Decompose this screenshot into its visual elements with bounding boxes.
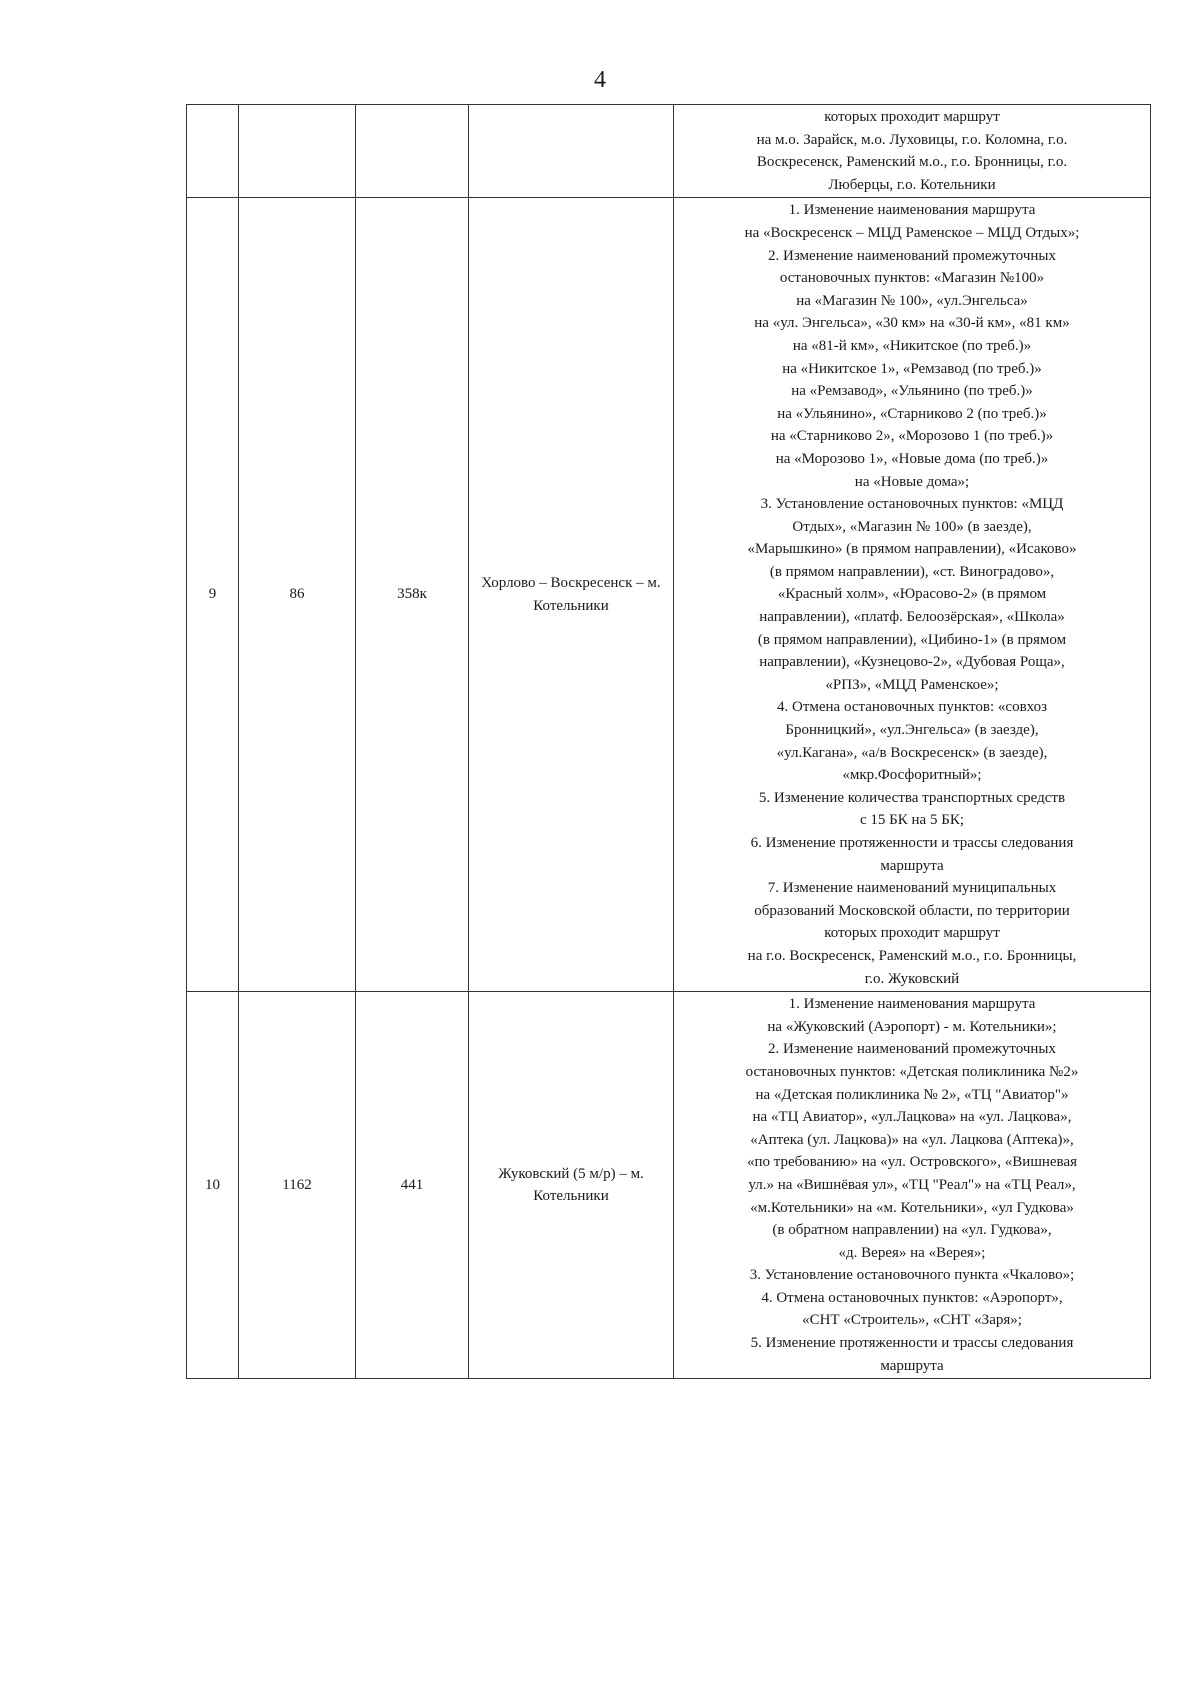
change-line: на «Морозово 1», «Новые дома (по треб.)»: [775, 450, 1049, 467]
row-index-cell: 9: [187, 198, 239, 992]
change-line: «по требованию» на «ул. Островского», «Вишневая: [746, 1154, 1077, 1171]
change-line: 1. Изменение наименования маршрута: [788, 996, 1036, 1013]
table-row: [187, 105, 1151, 198]
change-line: 5. Изменение количества транспортных средств: [758, 789, 1066, 806]
change-line: Люберцы, г.о. Котельники: [828, 176, 996, 193]
change-line: на «Воскресенск – МЦД Раменское – МЦД Отдых»;: [744, 224, 1080, 241]
change-line: 7. Изменение наименований муниципальных: [767, 880, 1057, 897]
change-line: на «Магазин № 100», «ул.Энгельса»: [796, 292, 1028, 309]
change-line: «м.Котельники» на «м. Котельники», «ул Гудкова»: [750, 1199, 1074, 1216]
change-line: направлении), «Кузнецово-2», «Дубовая Роща»,: [759, 654, 1065, 671]
change-line: на м.о. Зарайск, м.о. Луховицы, г.о. Коломна, г.о.: [756, 131, 1068, 148]
change-line: Воскресенск, Раменский м.о., г.о. Бронницы, г.о.: [756, 154, 1068, 171]
change-line: 6. Изменение протяженности и трассы следования: [750, 835, 1074, 851]
registration-number-cell: [239, 105, 356, 198]
change-line: (в обратном направлении) на «ул. Гудкова»,: [772, 1222, 1052, 1239]
page-number: 4: [594, 67, 606, 93]
routes-table-body: [187, 105, 1151, 1379]
change-line: г.о. Жуковский: [864, 970, 960, 987]
row-index-cell: [187, 105, 239, 198]
change-line: «Красный холм», «Юрасово-2» (в прямом: [777, 586, 1047, 603]
change-line: «д. Верея» на «Верея»;: [838, 1244, 986, 1261]
change-line: на «Старниково 2», «Морозово 1 (по треб.)»: [770, 428, 1054, 445]
change-line: которых проходит маршрут: [824, 925, 1000, 942]
change-line: которых проходит маршрут: [824, 109, 1000, 125]
route-name-cell: Жуковский (5 м/р) – м. Котельники: [469, 992, 674, 1379]
changes-cell: [674, 198, 1151, 992]
change-line: остановочных пунктов: «Детская поликлиника №2»: [745, 1063, 1079, 1080]
change-line: на «81-й км», «Никитское (по треб.)»: [792, 337, 1032, 354]
table-row: [187, 198, 1151, 992]
change-line: на «ул. Энгельса», «30 км» на «30-й км», «81 км»: [754, 315, 1070, 332]
changes-cell: [674, 105, 1151, 198]
change-line: (в прямом направлении), «ст. Виноградово»,: [769, 563, 1055, 580]
registration-number-cell: 86: [239, 198, 356, 992]
change-line: 3. Установление остановочного пункта «Чкалово»;: [749, 1267, 1075, 1284]
change-line: с 15 БК на 5 БК;: [860, 812, 964, 829]
change-line: «ул.Кагана», «а/в Воскресенск» (в заезде),: [776, 744, 1048, 761]
route-number-cell: 358к: [356, 198, 469, 992]
routes-table: [186, 104, 1151, 1379]
change-line: 4. Отмена остановочных пунктов: «совхоз: [776, 699, 1047, 716]
change-line: на «ТЦ Авиатор», «ул.Лацкова» на «ул. Лацкова»,: [752, 1109, 1072, 1126]
change-line: «СНТ «Строитель», «СНТ «Заря»;: [802, 1312, 1022, 1329]
change-line: на «Новые дома»;: [854, 473, 970, 490]
route-name-cell: Хорлово – Воскресенск – м. Котельники: [469, 198, 674, 992]
change-line: на «Никитское 1», «Ремзавод (по треб.)»: [782, 360, 1042, 377]
change-line: на «Детская поликлиника № 2», «ТЦ "Авиатор"»: [755, 1086, 1069, 1103]
change-line: остановочных пунктов: «Магазин №100»: [779, 270, 1045, 287]
change-line: 2. Изменение наименований промежуточных: [768, 247, 1056, 264]
change-line: маршрута: [880, 857, 944, 874]
route-number-cell: 441: [356, 992, 469, 1379]
change-line: «мкр.Фосфоритный»;: [842, 767, 982, 784]
change-line: направлении), «платф. Белоозёрская», «Школа»: [759, 609, 1065, 626]
change-line: 4. Отмена остановочных пунктов: «Аэропорт»,: [761, 1289, 1063, 1306]
change-line: 1. Изменение наименования маршрута: [788, 202, 1036, 219]
change-line: Отдых», «Магазин № 100» (в заезде),: [792, 518, 1032, 535]
change-line: «Аптека (ул. Лацкова)» на «ул. Лацкова (Аптека)»,: [750, 1131, 1074, 1148]
route-number-cell: [356, 105, 469, 198]
change-line: ул.» на «Вишнёвая ул», «ТЦ "Реал"» на «ТЦ Реал»,: [748, 1176, 1076, 1193]
change-line: на г.о. Воскресенск, Раменский м.о., г.о. Бронницы,: [747, 947, 1077, 964]
change-line: Бронницкий», «ул.Энгельса» (в заезде),: [785, 722, 1039, 739]
change-line: 5. Изменение протяженности и трассы следования: [750, 1335, 1074, 1352]
changes-cell: [674, 992, 1151, 1379]
row-index-cell: 10: [187, 992, 239, 1379]
change-line: «Марышкино» (в прямом направлении), «Исаково»: [747, 541, 1077, 558]
change-line: на «Жуковский (Аэропорт) - м. Котельники»;: [767, 1018, 1057, 1035]
change-line: на «Ремзавод», «Ульянино (по треб.)»: [791, 383, 1033, 400]
route-name-cell: [469, 105, 674, 198]
change-line: образований Московской области, по территории: [754, 902, 1070, 919]
change-line: «РПЗ», «МЦД Раменское»;: [825, 676, 999, 693]
change-line: (в прямом направлении), «Цибино-1» (в прямом: [757, 631, 1067, 648]
change-line: 3. Установление остановочных пунктов: «МЦД: [760, 496, 1064, 513]
change-line: на «Ульянино», «Старниково 2 (по треб.)»: [777, 405, 1047, 422]
table-row: [187, 992, 1151, 1379]
change-line: 2. Изменение наименований промежуточных: [768, 1041, 1056, 1058]
registration-number-cell: 1162: [239, 992, 356, 1379]
change-line: маршрута: [880, 1357, 944, 1374]
